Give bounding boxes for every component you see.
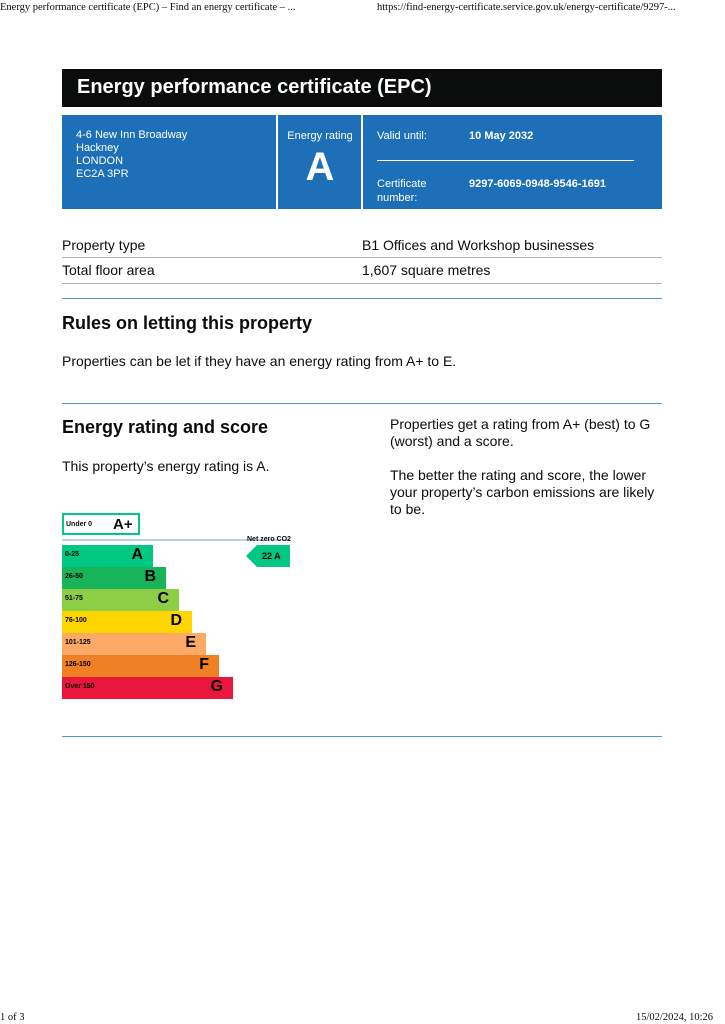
band-d bbox=[62, 611, 192, 633]
rating-text: This property’s energy rating is A. bbox=[62, 458, 270, 474]
property-score-label: 22 A bbox=[262, 551, 281, 561]
divider bbox=[62, 283, 662, 284]
property-type-label: Property type bbox=[62, 237, 146, 253]
letting-text: Properties can be let if they have an energy rating from A+ to E. bbox=[62, 353, 457, 369]
print-footer-datetime: 15/02/2024, 10:26 bbox=[636, 1012, 714, 1023]
letting-heading: Rules on letting this property bbox=[62, 313, 313, 333]
print-header-url: https://find-energy-certificate.service.gov.uk/energy-certificate/9297-... bbox=[377, 2, 676, 13]
certificate-summary-box bbox=[62, 115, 662, 209]
valid-until-label: Valid until: bbox=[377, 130, 427, 142]
print-header-title: Energy performance certificate (EPC) – Find an energy certificate – ... bbox=[0, 2, 296, 13]
address-line: EC2A 3PR bbox=[76, 168, 129, 180]
valid-until-value: 10 May 2032 bbox=[469, 130, 534, 142]
address-line: Hackney bbox=[76, 142, 119, 154]
band-letter: A+ bbox=[113, 516, 133, 533]
band-range: 101-125 bbox=[65, 639, 91, 646]
band-letter: A bbox=[131, 546, 143, 563]
band-g bbox=[62, 677, 233, 699]
property-type-value: B1 Offices and Workshop businesses bbox=[362, 237, 595, 253]
band-a bbox=[62, 545, 153, 567]
page-title-bar bbox=[62, 69, 662, 107]
floor-area-label: Total floor area bbox=[62, 262, 155, 278]
band-range: Under 0 bbox=[66, 521, 93, 528]
band-letter: C bbox=[157, 590, 169, 607]
band-range: 0-25 bbox=[65, 551, 80, 558]
page-title: Energy performance certificate (EPC) bbox=[77, 76, 432, 98]
rating-explanation-2: The better the rating and score, the lower your property’s carbon emissions are likely to be. bbox=[390, 467, 655, 517]
band-range: 51-75 bbox=[65, 595, 83, 602]
band-letter: B bbox=[144, 568, 156, 585]
section-divider bbox=[62, 298, 662, 299]
rating-explanation: Properties get a rating from A+ (best) to G (worst) and a score. bbox=[390, 416, 651, 449]
rating-heading: Energy rating and score bbox=[62, 417, 269, 437]
band-c bbox=[62, 589, 179, 611]
band-range: Over 150 bbox=[65, 683, 95, 690]
band-range: 126-150 bbox=[65, 661, 91, 668]
band-e bbox=[62, 633, 206, 655]
divider bbox=[377, 160, 634, 161]
energy-rating-letter: A bbox=[305, 145, 335, 189]
divider bbox=[62, 257, 662, 258]
section-divider bbox=[62, 736, 662, 737]
band-letter: G bbox=[210, 678, 223, 695]
band-letter: F bbox=[199, 656, 209, 673]
band-letter: E bbox=[185, 634, 196, 651]
band-range: 76-100 bbox=[65, 617, 87, 624]
band-a-plus bbox=[62, 513, 140, 535]
certificate-number-value: 9297-6069-0948-9546-1691 bbox=[469, 178, 607, 190]
address-line: 4-6 New Inn Broadway bbox=[76, 129, 188, 141]
section-divider bbox=[62, 403, 662, 404]
energy-rating-label: Energy rating bbox=[287, 130, 353, 142]
certificate-number-label: Certificate bbox=[377, 178, 427, 190]
floor-area-value: 1,607 square metres bbox=[362, 262, 491, 278]
band-letter: D bbox=[170, 612, 182, 629]
net-zero-label: Net zero CO2 bbox=[247, 536, 291, 543]
print-footer-page: 1 of 3 bbox=[0, 1012, 25, 1023]
band-b bbox=[62, 567, 166, 589]
certificate-number-label-cont: number: bbox=[377, 192, 418, 204]
band-range: 26-50 bbox=[65, 573, 83, 580]
address-line: LONDON bbox=[76, 155, 124, 167]
property-address bbox=[76, 129, 187, 181]
band-f bbox=[62, 655, 219, 677]
